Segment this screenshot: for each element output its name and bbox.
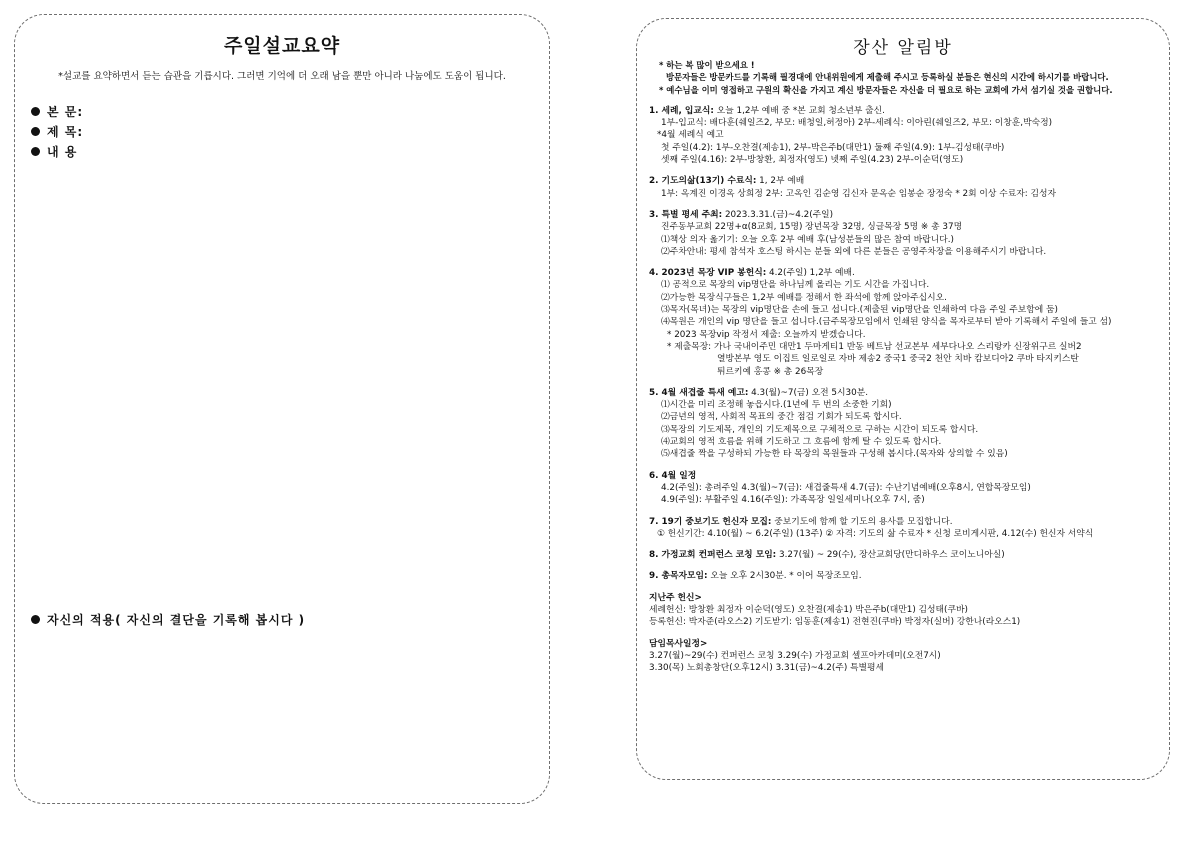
heading-label: 지난주 헌신> <box>649 592 702 603</box>
announcement-heading: 1. 세례, 입교식: 오늘 1,2부 예배 중 *본 교회 청소년부 출신. <box>649 105 885 116</box>
sermon-summary-panel <box>14 14 550 804</box>
announcement-line: 셋째 주일(4.16): 2부-방창환, 최정자(영도) 넷째 주일(4.23) 2부-이순덕(영도) <box>661 155 964 166</box>
announcement-line: ① 헌신기간: 4.10(월) ~ 6.2(주일) (13주) ② 자격: 기도의 삶 수료자 * 신청 로비게시판, 4.12(수) 헌신자 서약식 <box>657 528 1094 539</box>
announcement-line: 1부-입교식: 배다훈(쉐일즈2, 부모: 배청일,허정아) 2부-세례식: 이아린(쉐일즈2, 부모: 이창훈,박숙정) <box>661 118 1053 129</box>
announcement-line: 첫 주일(4.2): 1부-오찬결(제송1), 2부-박은주b(대만1) 둘째 주일(4.9): 1부-김성태(쿠바) <box>661 142 1005 153</box>
announcement-line: 열방본부 영도 이집트 일로일로 자바 제송2 중국1 중국2 천안 치바 캄보디아2 쿠바 타지키스탄 <box>717 354 1079 365</box>
announcement-heading: 3. 특별 평세 주최: 2023.3.31.(금)~4.2(주일) <box>649 209 834 220</box>
announcement-heading: 8. 가정교회 컨퍼런스 코칭 모임: 3.27(월) ~ 29(수), 장산교회당(만디하우스 코이노니아실) <box>649 550 1005 561</box>
spacer <box>649 629 1157 638</box>
announcement-heading <box>649 638 1157 650</box>
announcement-heading <box>649 592 1157 604</box>
sermon-summary-instruction: *설교를 요약하면서 듣는 습관을 기릅시다. 그러면 기억에 더 오래 남을 뿐만 아니라 나눔에도 도움이 됩니다. <box>58 71 506 82</box>
announcement-line: 4.9(주일): 부활주일 4.16(주일): 가족목장 일일세미나(오후 7시, 줌) <box>661 495 925 506</box>
announcement-line: ⑴시간을 미리 조정해 놓읍시다.(1년에 두 번의 소중한 기회) <box>661 400 892 411</box>
announcement-line: 세례헌신: 방창환 최정자 이순덕(영도) 오찬결(제송1) 박은주b(대만1) 김성태(쿠바) <box>649 604 968 615</box>
application-label: 자신의 적용( 자신의 결단을 기록해 봅시다 ) <box>31 611 305 628</box>
spacer <box>649 583 1157 592</box>
spacer <box>649 378 1157 387</box>
sermon-summary-title: 주일설교요약 <box>223 35 341 57</box>
announcement-line: ⑴ 공적으로 목장의 vip명단을 하나님께 올리는 기도 시간을 가집니다. <box>661 280 930 291</box>
announcement-line: 3.27(월)~29(수) 컨퍼런스 코칭 3.29(수) 가정교회 셀프아카데미(오전7시) <box>649 650 941 661</box>
heading-label: 담임목사일정> <box>649 638 708 649</box>
announcement-line: ⑷교회의 영적 흐름을 위해 기도하고 그 흐름에 함께 탈 수 있도록 합시다. <box>661 437 942 448</box>
notice-line: * 하는 복 많이 받으세요 ! <box>659 60 755 70</box>
spacer <box>649 258 1157 267</box>
heading-label: 2. 기도의삶(13기) 수료식: <box>649 176 757 187</box>
announcement-line: ⑵금년의 영적, 사회적 목표의 중간 점검 기회가 되도록 합시다. <box>661 412 902 423</box>
scripture-label: 본 문: <box>31 103 83 120</box>
announcements-title: 장산 알림방 <box>853 38 953 58</box>
bullet-icon <box>31 127 40 136</box>
notice-line: * 예수님을 이미 영접하고 구원의 확신을 가지고 계신 방문자들은 자신을 더 필요로 하는 교회에 가서 섬기실 것을 권합니다. <box>659 84 1113 95</box>
heading-label: 6. 4월 일정 <box>649 470 697 481</box>
announcement-line: * 제출목장: 가나 국내이주민 대만1 두마게티1 반동 베트남 선교본부 세부다나오 스리랑카 신장위구르 실버2 <box>667 341 1082 352</box>
bullet-icon <box>31 615 40 624</box>
heading-label: 9. 총목자모임: <box>649 571 708 582</box>
heading-label: 5. 4월 새겹줄 특새 예고: <box>649 387 749 398</box>
spacer <box>649 96 1157 105</box>
heading-label: 1. 세례, 입교식: <box>649 105 714 116</box>
announcement-heading: 2. 기도의삶(13기) 수료식: 1, 2부 예배 <box>649 176 805 187</box>
bullet-icon <box>31 107 40 116</box>
announcement-line: ⑷목원은 개인의 vip 명단을 들고 섭니다.(금주목장모임에서 인쇄된 양식을 목자로부터 받아 기록해서 주일에 들고 섬) <box>661 317 1112 328</box>
heading-label: 4. 2023년 목장 VIP 봉헌식: <box>649 268 767 279</box>
announcement-heading: 7. 19기 중보기도 헌신자 모집: 중보기도에 함께 할 기도의 용사를 모집합니다. <box>649 516 953 527</box>
announcement-heading: 9. 총목자모임: 오늘 오후 2시30분. * 이어 목장조모임. <box>649 571 862 582</box>
heading-label: 3. 특별 평세 주최: <box>649 209 723 220</box>
announcement-line: 등록헌신: 박자준(라오스2) 기도받기: 임동훈(제송1) 전현진(쿠바) 박정자(실버) 강한나(라오스1) <box>649 617 1021 628</box>
spacer <box>649 461 1157 470</box>
announcement-line: 1부: 옥계진 이경옥 상희정 2부: 고옥인 김순영 김신자 문옥순 임봉순 장정숙 * 2회 이상 수료자: 김성자 <box>661 188 1056 199</box>
content-label: 내 용 <box>31 143 77 160</box>
heading-label: 7. 19기 중보기도 헌신자 모집: <box>649 516 772 527</box>
announcement-line: ⑶목자(목녀)는 목장의 vip명단을 손에 들고 섭니다.(제출된 vip명단을 인쇄하여 다음 주일 주보함에 둠) <box>661 305 1058 316</box>
announcement-line: ⑴책상 의자 옮기기: 오늘 오후 2부 예배 후(남성분들의 많은 참여 바랍니다.) <box>661 234 954 245</box>
sermon-title-label: 제 목: <box>31 123 83 140</box>
spacer <box>649 540 1157 549</box>
bullet-icon <box>31 147 40 156</box>
announcement-line: ⑸새겹줄 짝을 구성하되 가능한 타 목장의 목원들과 구성해 봅시다.(목자와 상의할 수 있음) <box>661 449 1008 460</box>
announcement-heading <box>649 470 1157 482</box>
announcement-line: ⑶목장의 기도제목, 개인의 기도제목으로 구체적으로 구하는 시간이 되도록 합시다. <box>661 424 979 435</box>
announcement-line: 튀르키예 홍콩 ※ 총 26목장 <box>717 366 824 377</box>
notice-line: 방문자들은 방문카드를 기록해 필경대에 안내위원에게 제출해 주시고 등록하실 분들은 현신의 시간에 하시기를 바랍니다. <box>666 72 1109 83</box>
announcement-line: 진주동부교회 22명+α(8교회, 15명) 장년목장 32명, 싱글목장 5명 ※ 총 37명 <box>661 222 963 233</box>
spacer <box>649 200 1157 209</box>
announcement-line: 3.30(목) 노회총창단(오후12시) 3.31(금)~4.2(주) 특별평세 <box>649 663 885 674</box>
heading-label: 8. 가정교회 컨퍼런스 코칭 모임: <box>649 550 777 561</box>
spacer <box>649 507 1157 516</box>
announcements-panel <box>636 18 1170 780</box>
announcements-body <box>649 59 1157 674</box>
announcement-line: ⑵가능한 목장식구들은 1,2부 예배를 정해서 한 좌석에 함께 앉아주십시오. <box>661 292 947 303</box>
announcement-line: * 2023 목장vip 작정서 제출: 오늘까지 받겠습니다. <box>667 329 866 340</box>
spacer <box>649 561 1157 570</box>
spacer <box>649 166 1157 175</box>
announcement-heading: 5. 4월 새겹줄 특새 예고: 4.3(월)~7(금) 오전 5시30분. <box>649 387 868 398</box>
announcement-line: *4월 세례식 예고 <box>657 130 724 141</box>
announcement-heading: 4. 2023년 목장 VIP 봉헌식: 4.2(주일) 1,2부 예배. <box>649 268 855 279</box>
announcement-line: ⑵주차안내: 평세 참석자 호스팅 하시는 분들 외에 다른 분들은 공영주차장을 이용해주시기 바랍니다. <box>661 246 1047 257</box>
announcement-line: 4.2(주일): 총려주일 4.3(월)~7(금): 새겹줄특새 4.7(금): 수난기념예배(오후8시, 연합목장모임) <box>661 482 1031 493</box>
